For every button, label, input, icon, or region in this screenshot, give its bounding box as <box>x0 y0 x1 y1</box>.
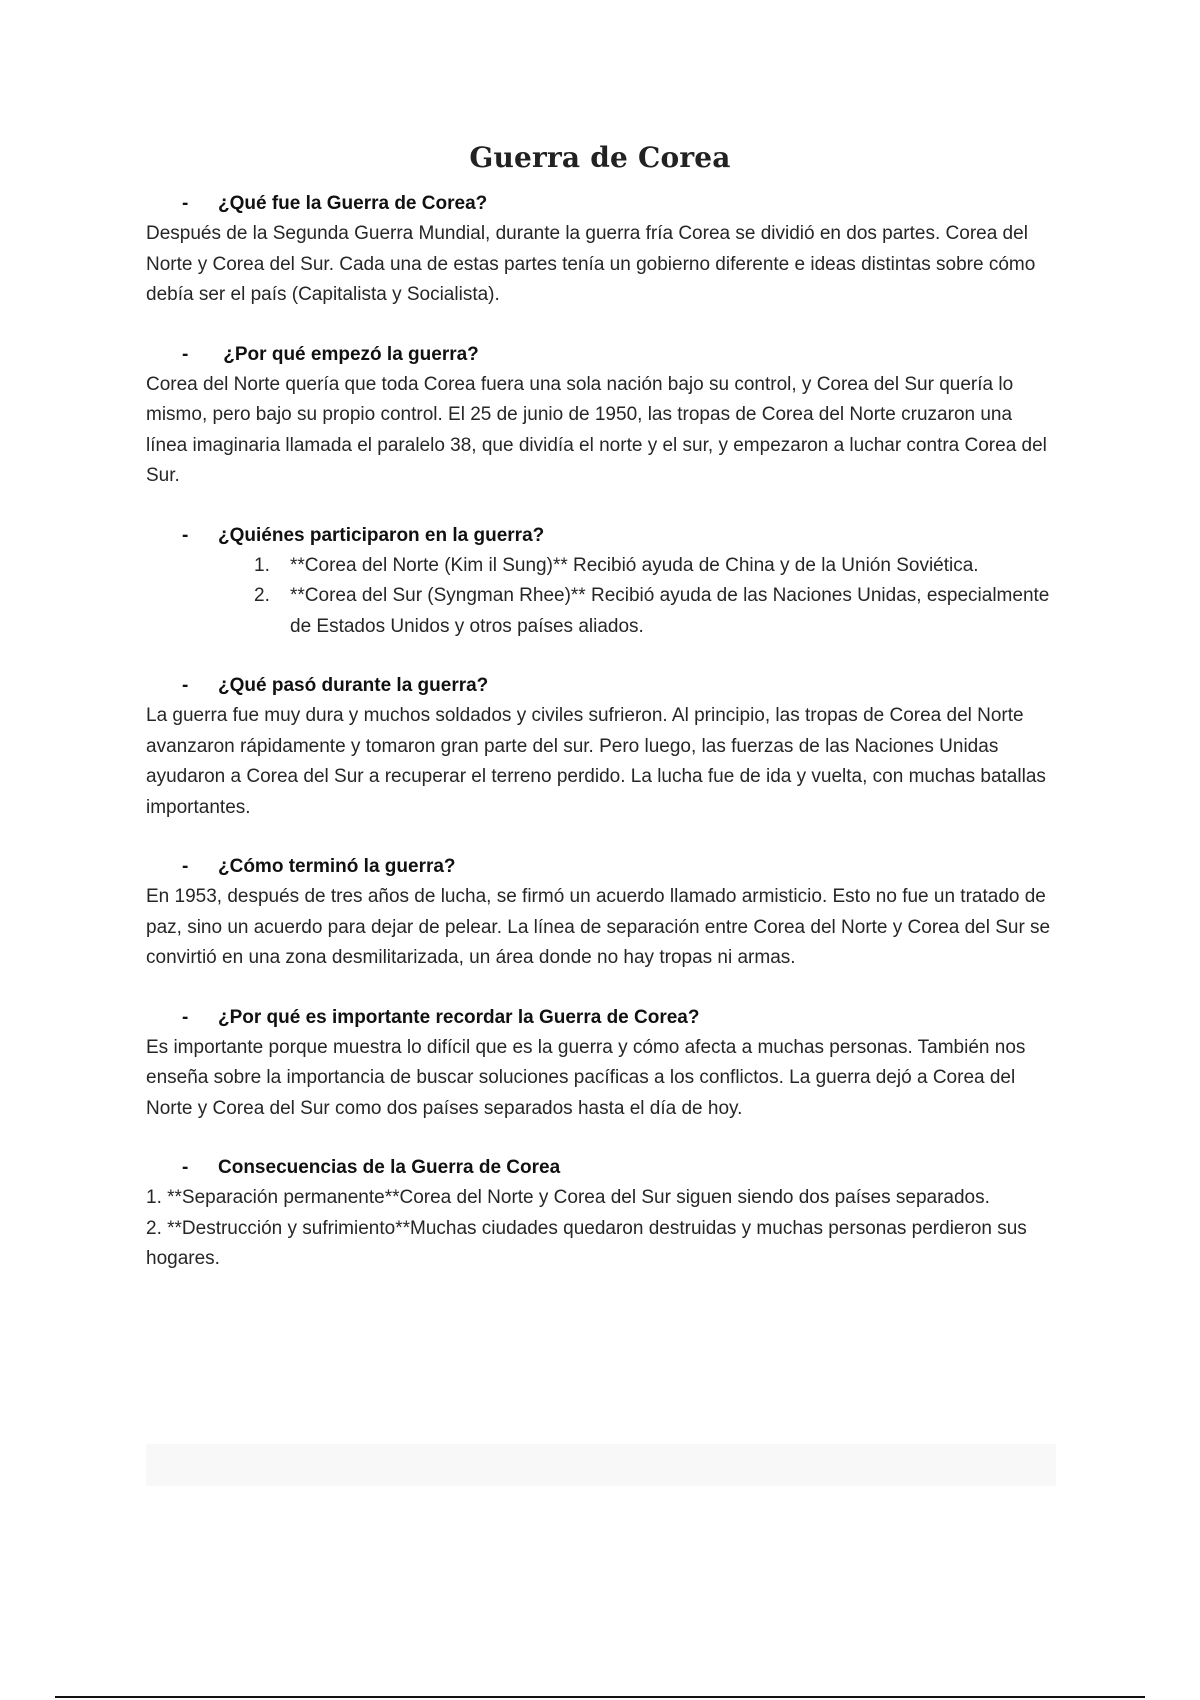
section-heading <box>146 671 1058 701</box>
list-item <box>254 551 1058 582</box>
heading-text: ¿Qué pasó durante la guerra? <box>218 675 489 696</box>
section-por-que-empezo <box>146 340 1058 492</box>
section-que-paso <box>146 671 1058 823</box>
document-title: Guerra de Corea <box>469 141 731 174</box>
dash-bullet: - <box>182 1157 189 1178</box>
section-heading <box>146 852 1058 882</box>
dash-bullet: - <box>182 675 189 696</box>
empty-text-block <box>146 1444 1056 1486</box>
list-number: 1. <box>254 554 270 576</box>
section-que-fue <box>146 189 1058 311</box>
heading-text: Consecuencias de la Guerra de Corea <box>218 1157 561 1178</box>
section-paragraph: Corea del Norte quería que toda Corea fuera una sola nación bajo su control, y Corea del Sur quería lo mismo, pero bajo su propio control. El 25 de junio de 1950, las tropas de Corea del Norte cruzaron una línea imaginaria llamada el paralelo 38, que dividía el norte y el sur, y empezaron a luchar contra Corea del Sur. <box>146 373 1047 486</box>
heading-text: ¿Cómo terminó la guerra? <box>218 856 456 877</box>
page-bottom-divider <box>55 1696 1145 1698</box>
heading-text: ¿Por qué es importante recordar la Guerra de Corea? <box>218 1006 700 1028</box>
heading-text: ¿Por qué empezó la guerra? <box>218 343 479 365</box>
dash-bullet: - <box>182 524 189 546</box>
list-item: 2. **Destrucción y sufrimiento**Muchas ciudades quedaron destruidas y muchas personas perdieron sus hogares. <box>146 1217 1027 1269</box>
dash-bullet: - <box>182 1006 189 1028</box>
section-heading <box>146 189 1058 219</box>
list-item-text: **Corea del Norte (Kim il Sung)** Recibió ayuda de China y de la Unión Soviética. <box>290 554 979 576</box>
section-paragraph: La guerra fue muy dura y muchos soldados y civiles sufrieron. Al principio, las tropas de Corea del Norte avanzaron rápidamente y tomaron gran parte del sur. Pero luego, las fuerzas de las Naciones Unidas ayudaron a Corea del Sur a recuperar el terreno perdido. La lucha fue de ida y vuelta, con muchas batallas importantes. <box>146 705 1046 818</box>
section-paragraph: Después de la Segunda Guerra Mundial, durante la guerra fría Corea se dividió en dos partes. Corea del Norte y Corea del Sur. Cada una de estas partes tenía un gobierno diferente e ideas distintas sobre cómo debía ser el país (Capitalista y Socialista). <box>146 223 1036 305</box>
section-heading <box>146 1003 1058 1033</box>
section-consecuencias <box>146 1153 1058 1275</box>
section-como-termino <box>146 852 1058 974</box>
heading-text: ¿Qué fue la Guerra de Corea? <box>218 193 488 214</box>
consequences-list <box>146 1183 1058 1275</box>
dash-bullet: - <box>182 193 189 214</box>
list-item <box>254 581 1058 642</box>
section-por-que-importante <box>146 1003 1058 1125</box>
section-heading <box>146 340 1058 370</box>
list-item: 1. **Separación permanente**Corea del Norte y Corea del Sur siguen siendo dos países separados. <box>146 1187 990 1208</box>
dash-bullet: - <box>182 343 189 365</box>
heading-text: ¿Quiénes participaron en la guerra? <box>218 524 545 546</box>
section-paragraph: Es importante porque muestra lo difícil que es la guerra y cómo afecta a muchas personas. También nos enseña sobre la importancia de buscar soluciones pacíficas a los conflictos. La guerra dejó a Corea del Norte y Corea del Sur como dos países separados hasta el día de hoy. <box>146 1036 1026 1119</box>
section-quienes-participaron <box>146 521 1058 643</box>
section-heading <box>146 521 1058 551</box>
dash-bullet: - <box>182 856 189 877</box>
document-body <box>146 189 1058 1275</box>
list-number: 2. <box>254 585 270 606</box>
section-paragraph: En 1953, después de tres años de lucha, se firmó un acuerdo llamado armisticio. Esto no fue un tratado de paz, sino un acuerdo para dejar de pelear. La línea de separación entre Corea del Norte y Corea del Sur se convirtió en una zona desmilitarizada, un área donde no hay tropas ni armas. <box>146 886 1051 968</box>
list-item-text: **Corea del Sur (Syngman Rhee)** Recibió ayuda de las Naciones Unidas, especialmente de Estados Unidos y otros países aliados. <box>290 585 1050 637</box>
section-heading <box>146 1153 1058 1183</box>
participants-list <box>146 551 1058 643</box>
